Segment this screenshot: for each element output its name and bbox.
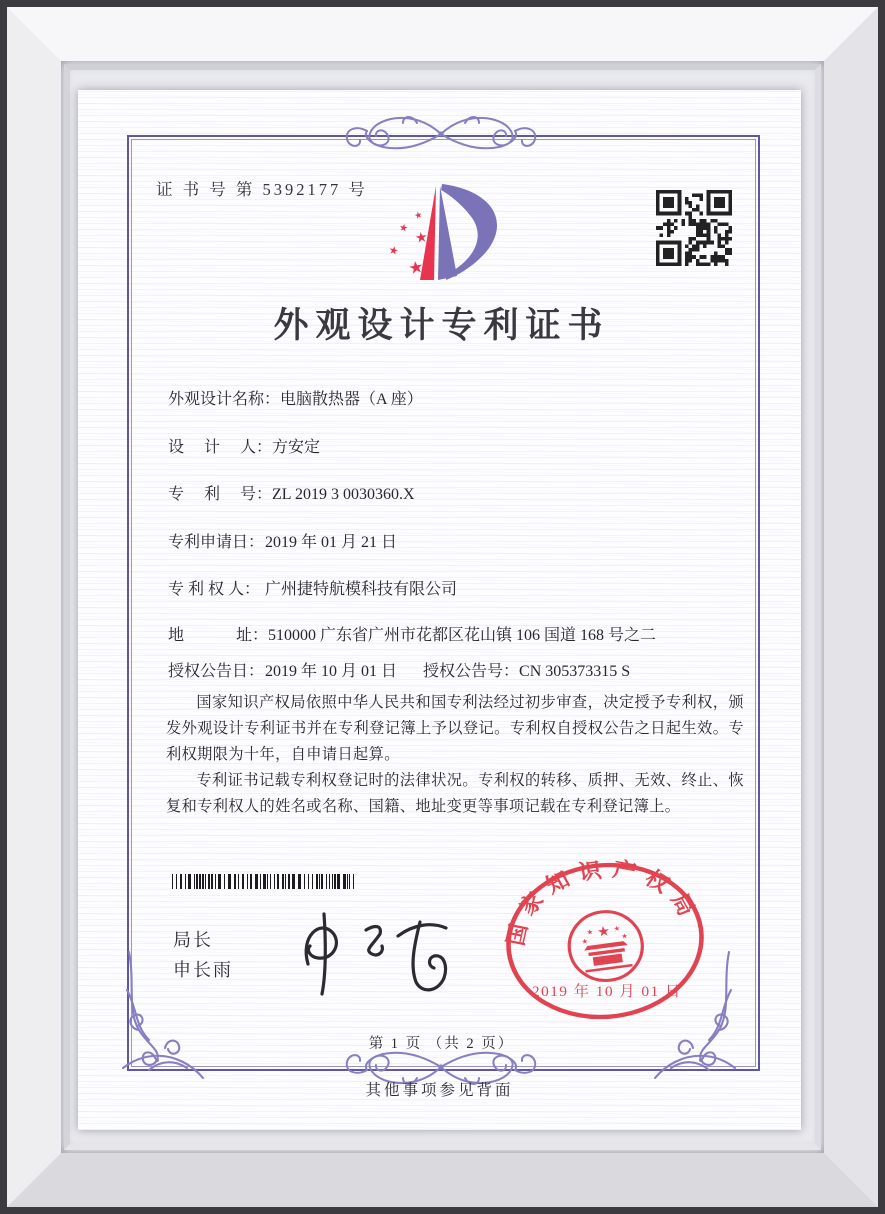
grant-number — [423, 658, 630, 681]
field-patent-number — [168, 481, 758, 504]
seal-org-text: 国家知识产权局 — [502, 856, 705, 948]
field-label: 授权公告日： — [168, 663, 265, 680]
field-value: 2019 年 10 月 01 日 — [265, 663, 398, 680]
lace-top-center — [321, 111, 561, 157]
field-patentee — [168, 576, 758, 599]
field-grant-row — [168, 658, 758, 681]
logo-purple-spire — [438, 186, 457, 280]
legal-text — [166, 690, 744, 820]
field-design-name — [168, 386, 758, 409]
signer-name: 申长雨 — [173, 960, 233, 980]
field-value: 方安定 — [272, 439, 321, 456]
handwritten-signature — [280, 902, 460, 1002]
svg-text:★: ★ — [414, 229, 429, 247]
barcode — [172, 874, 358, 889]
field-value: ZL 2019 3 0030360.X — [272, 486, 415, 503]
legal-paragraph-2: 专利证书记载专利权登记时的法律状况。专利权的转移、质押、无效、终止、恢复和专利权人的姓名或名称、国籍、地址变更等事项记载在专利登记簿上。 — [166, 772, 744, 815]
svg-text:★: ★ — [406, 256, 426, 280]
svg-text:★: ★ — [596, 923, 612, 941]
back-side-note: 其他事项参见背面 — [365, 1082, 514, 1099]
field-label: 设 计 人： — [168, 439, 273, 456]
svg-text:★: ★ — [620, 931, 629, 941]
field-value: 电脑散热器（A 座） — [280, 391, 423, 408]
grant-date — [168, 663, 397, 680]
field-label: 专利申请日： — [168, 534, 265, 551]
svg-text:★: ★ — [613, 923, 621, 934]
certificate-title: 外观设计专利证书 — [273, 306, 610, 345]
field-value: 广州捷特航模科技有限公司 — [265, 581, 458, 598]
field-value: 510000 广东省广州市花都区花山镇 106 国道 168 号之二 — [268, 627, 657, 644]
field-label: 专 利 权 人： — [168, 581, 261, 598]
field-filing-date — [168, 529, 758, 552]
svg-text:★: ★ — [398, 222, 409, 235]
seal-date: 2019 年 10 月 01 日 — [531, 984, 682, 1000]
field-address — [168, 622, 758, 645]
svg-text:★: ★ — [413, 210, 424, 222]
signer-title: 局长 — [173, 930, 213, 950]
field-designer — [168, 434, 758, 457]
certificate-number: 证 书 号 第 5392177 号 — [156, 180, 368, 199]
field-value: CN 305373315 S — [519, 663, 631, 680]
svg-text:★: ★ — [387, 243, 400, 258]
svg-text:★: ★ — [580, 936, 589, 946]
field-label: 外观设计名称： — [168, 391, 281, 408]
qr-code — [656, 190, 732, 266]
legal-paragraph-1: 国家知识产权局依照中华人民共和国专利法经过初步审查，决定授予专利权，颁发外观设计专利证书并在专利登记簿上予以登记。专利权自授权公告之日起生效。专利权期限为十年，自申请日起算。 — [166, 694, 744, 763]
svg-text:★: ★ — [585, 927, 594, 937]
official-seal — [500, 855, 710, 1027]
page-indicator: 第 1 页 （共 2 页） — [368, 1036, 515, 1052]
cnipa-logo-icon — [362, 176, 522, 294]
national-emblem — [565, 907, 647, 985]
logo-stars — [388, 210, 429, 279]
field-label: 专 利 号： — [168, 486, 273, 503]
field-value: 2019 年 01 月 21 日 — [265, 534, 398, 551]
field-label: 地 址： — [168, 627, 269, 644]
field-label: 授权公告号： — [423, 663, 520, 680]
